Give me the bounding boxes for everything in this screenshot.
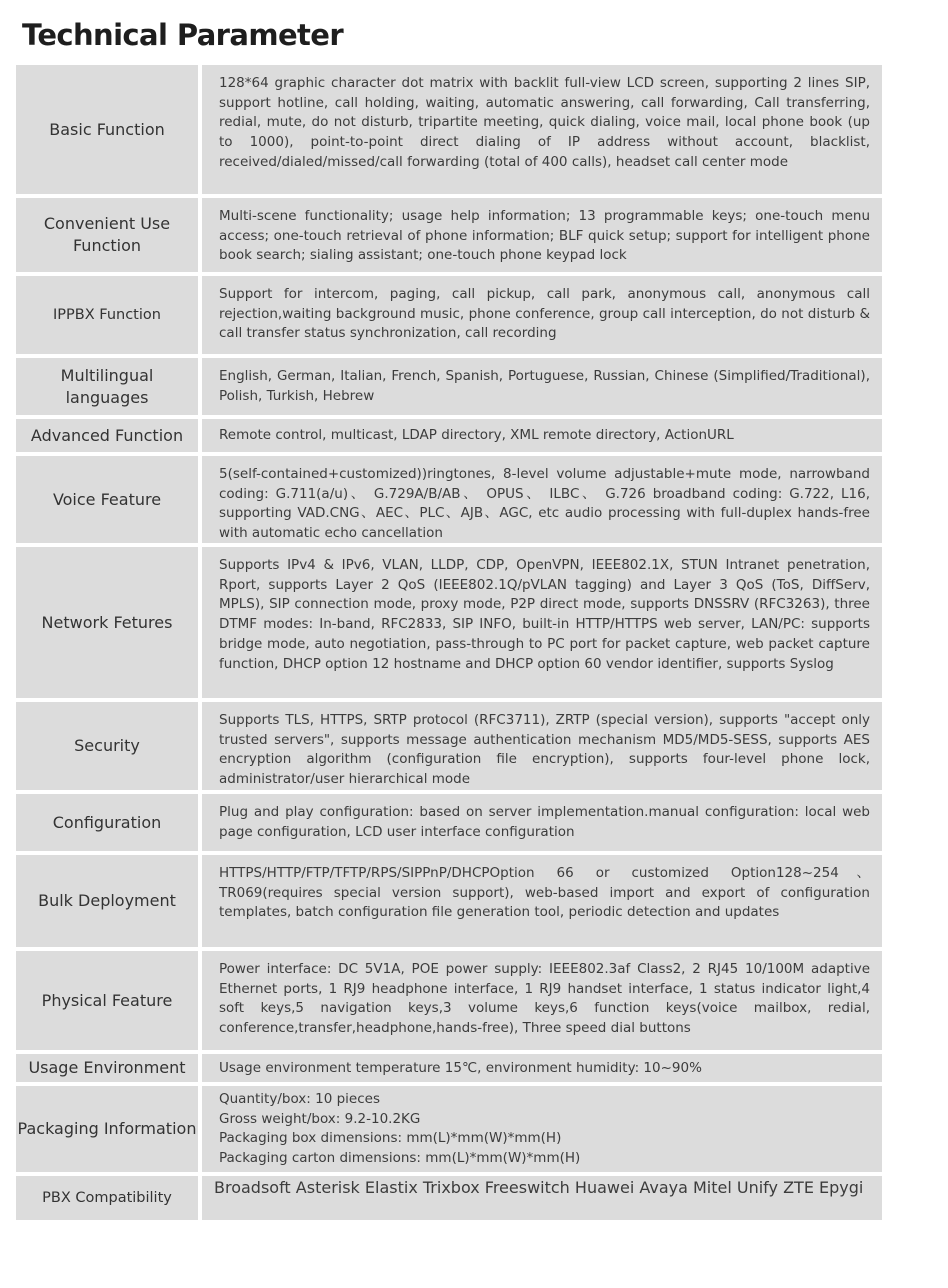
parameter-table bbox=[16, 65, 882, 1224]
row-label: Security bbox=[16, 702, 198, 790]
packaging-line: Quantity/box: 10 pieces bbox=[219, 1091, 380, 1107]
row-label: Packaging Information bbox=[16, 1086, 198, 1172]
row-label: Convenient Use Function bbox=[16, 198, 198, 272]
row-value: Plug and play configuration: based on server implementation.manual configuration: local web page configuration, LCD user interface configuration bbox=[202, 794, 882, 851]
table-row-advanced-function bbox=[16, 419, 882, 452]
row-label: Configuration bbox=[16, 794, 198, 851]
row-label: Network Fetures bbox=[16, 547, 198, 698]
table-row-network-features bbox=[16, 547, 882, 698]
page-title: Technical Parameter bbox=[22, 18, 344, 52]
row-value: Remote control, multicast, LDAP directory, XML remote directory, ActionURL bbox=[202, 419, 882, 452]
table-row-voice-feature bbox=[16, 456, 882, 543]
packaging-line: Packaging carton dimensions: mm(L)*mm(W)*mm(H) bbox=[219, 1150, 581, 1167]
table-row-pbx-compatibility bbox=[16, 1176, 882, 1220]
row-value: Supports TLS, HTTPS, SRTP protocol (RFC3711), ZRTP (special version), supports "accept only trusted servers", supports message authentication mechanism MD5/MD5-SESS, supports AES encryption algorithm (configuration file encryption), supports four-level phone lock, administrator/user hierarchical mode bbox=[202, 702, 882, 790]
row-value: Usage environment temperature 15℃, environment humidity: 10~90% bbox=[202, 1054, 882, 1082]
table-row-security bbox=[16, 702, 882, 790]
table-row-configuration bbox=[16, 794, 882, 851]
row-value: Support for intercom, paging, call pickup, call park, anonymous call, anonymous call rejection,waiting background music, phone conference, group call interception, do not disturb & call transfer status synchronization, call recording bbox=[202, 276, 882, 354]
row-label: Multilingual languages bbox=[16, 358, 198, 415]
table-row-basic-function bbox=[16, 65, 882, 194]
table-row-physical-feature bbox=[16, 951, 882, 1050]
row-value: 128*64 graphic character dot matrix with backlit full-view LCD screen, supporting 2 lines SIP, support hotline, call holding, waiting, automatic answering, call forwarding, Call transferring, redial, mute, do not disturb, tripartite meeting, quick dialing, voice mail, local phone book (up to 1000), point-to-point direct dialing of IP address without account, blacklist, received/dialed/missed/call forwarding (total of 400 calls), headset call center mode bbox=[202, 65, 882, 194]
row-value: 5(self-contained+customized))ringtones, 8-level volume adjustable+mute mode, narrowband coding: G.711(a/u)、 G.729A/B/AB、 OPUS、 ILBC、 G.726 broadband coding: G.722, L16, supporting VAD.CNG、AEC、PLC、AJB、AGC, etc audio processing with full-duplex hands-free with automatic echo cancellation bbox=[202, 456, 882, 543]
table-row-bulk-deployment bbox=[16, 855, 882, 947]
row-value: HTTPS/HTTP/FTP/TFTP/RPS/SIPPnP/DHCPOption 66 or customized Option128~254、TR069(requires special version support), web-based import and export of configuration templates, batch configuration file generation tool, periodic detection and updates bbox=[202, 855, 882, 947]
row-value: Broadsoft Asterisk Elastix Trixbox Freeswitch Huawei Avaya Mitel Unify ZTE Epygi bbox=[202, 1176, 882, 1220]
row-value: Supports IPv4 & IPv6, VLAN, LLDP, CDP, OpenVPN, IEEE802.1X, STUN Intranet penetration, Rport, supports Layer 2 QoS (IEEE802.1Q/pVLAN tagging) and Layer 3 QoS (ToS, DiffServ, MPLS), SIP connection mode, proxy mode, P2P direct mode, supports DNSSRV (RFC3263), three DTMF modes: In-band, RFC2833, SIP INFO, built-in HTTP/HTTPS web server, LAN/PC: supports bridge mode, auto negotiation, pass-through to PC port for packet capture, web packet capture function, DHCP option 12 hostname and DHCP option 60 vendor identifier, supports Syslog bbox=[202, 547, 882, 698]
row-label: Bulk Deployment bbox=[16, 855, 198, 947]
table-row-ippbx-function bbox=[16, 276, 882, 354]
packaging-line: Gross weight/box: 9.2-10.2KG bbox=[219, 1110, 421, 1127]
row-value: Power interface: DC 5V1A, POE power supply: IEEE802.3af Class2, 2 RJ45 10/100M adaptive Ethernet ports, 1 RJ9 headphone interface, 1 RJ9 handset interface, 1 status indicator light,4 soft keys,5 navigation keys,3 volume keys,6 function keys(voice mailbox, redial, conference,transfer,headphone,hands-free), Three speed dial buttons bbox=[202, 951, 882, 1050]
table-row-multilingual bbox=[16, 358, 882, 415]
row-label: Usage Environment bbox=[16, 1054, 198, 1082]
row-label: Basic Function bbox=[16, 65, 198, 194]
row-value: Multi-scene functionality; usage help information; 13 programmable keys; one-touch menu access; one-touch retrieval of phone information; BLF quick setup; support for intelligent phone book search; sialing assistant; one-touch phone keypad lock bbox=[202, 198, 882, 272]
row-label: Voice Feature bbox=[16, 456, 198, 543]
row-label: Advanced Function bbox=[16, 419, 198, 452]
row-label: Physical Feature bbox=[16, 951, 198, 1050]
row-label: PBX Compatibility bbox=[16, 1176, 198, 1220]
table-row-usage-environment bbox=[16, 1054, 882, 1082]
row-value bbox=[202, 1086, 882, 1172]
table-row-packaging-info bbox=[16, 1086, 882, 1172]
row-label: IPPBX Function bbox=[16, 276, 198, 354]
row-value: English, German, Italian, French, Spanish, Portuguese, Russian, Chinese (Simplified/Traditional), Polish, Turkish, Hebrew bbox=[202, 358, 882, 415]
table-row-convenient-use bbox=[16, 198, 882, 272]
packaging-line: Packaging box dimensions: mm(L)*mm(W)*mm(H) bbox=[219, 1130, 562, 1147]
